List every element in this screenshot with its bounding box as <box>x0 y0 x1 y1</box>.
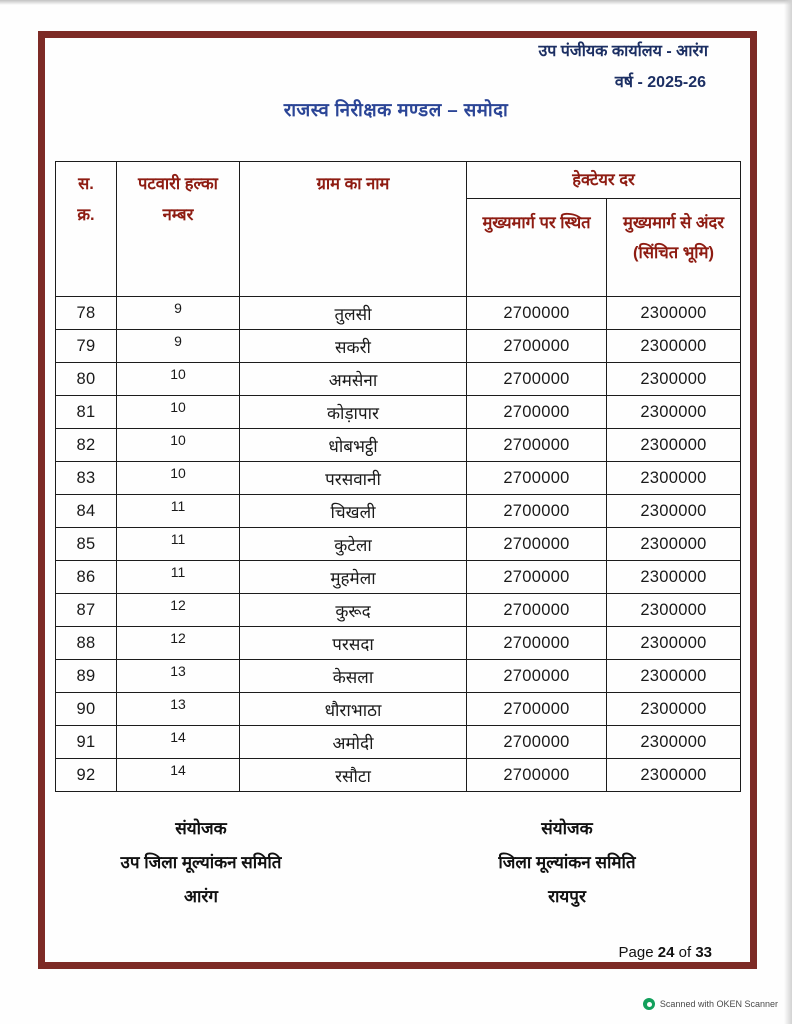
serial-cell: 84 <box>56 495 117 528</box>
village-name-cell: परसदा <box>240 627 467 660</box>
page-title: राजस्व निरीक्षक मण्डल – समोदा <box>283 99 509 120</box>
table-row <box>56 693 741 726</box>
table-row <box>56 594 741 627</box>
table-head <box>56 162 741 297</box>
rate-inside-cell: 2300000 <box>607 528 741 561</box>
signature-place-left: आरंग <box>184 887 218 906</box>
halka-number-cell: 14 <box>117 726 240 759</box>
halka-number-cell: 9 <box>117 297 240 330</box>
serial-cell: 92 <box>56 759 117 792</box>
rate-inside-cell: 2300000 <box>607 759 741 792</box>
scan-artifact-right-edge <box>784 0 792 1024</box>
village-name-cell: कोड़ापार <box>240 396 467 429</box>
halka-number-cell: 12 <box>117 594 240 627</box>
halka-number-cell: 11 <box>117 495 240 528</box>
column-header-halka-number <box>117 162 240 297</box>
halka-number-cell: 10 <box>117 396 240 429</box>
signature-place-right: रायपुर <box>548 887 586 906</box>
rate-on-highway-cell: 2700000 <box>467 396 607 429</box>
serial-cell: 90 <box>56 693 117 726</box>
serial-cell: 82 <box>56 429 117 462</box>
halka-number-cell: 13 <box>117 660 240 693</box>
table-row <box>56 495 741 528</box>
rate-on-highway-cell: 2700000 <box>467 297 607 330</box>
serial-cell: 88 <box>56 627 117 660</box>
hectare-rate-table <box>55 161 741 792</box>
rate-inside-cell: 2300000 <box>607 462 741 495</box>
signature-block-right <box>455 812 679 914</box>
serial-cell: 91 <box>56 726 117 759</box>
scan-artifact-top-edge <box>0 0 792 5</box>
table-row <box>56 363 741 396</box>
column-header-village-name: ग्राम का नाम <box>240 162 467 297</box>
column-header-inside-highway: मुख्यमार्ग से अंदर (सिंचित भूमि) <box>607 199 741 297</box>
village-name-cell: चिखली <box>240 495 467 528</box>
rate-inside-cell: 2300000 <box>607 561 741 594</box>
table-row <box>56 396 741 429</box>
column-header-hectare-rate: हेक्टेयर दर <box>467 162 741 199</box>
table-row <box>56 462 741 495</box>
rate-on-highway-cell: 2700000 <box>467 726 607 759</box>
signature-role-left: संयोजक <box>175 819 227 838</box>
rate-inside-cell: 2300000 <box>607 693 741 726</box>
page-prefix: Page <box>618 944 654 961</box>
page-current: 24 <box>657 944 675 961</box>
rate-on-highway-cell: 2700000 <box>467 693 607 726</box>
village-name-cell: धोबभट्ठी <box>240 429 467 462</box>
rate-table-body <box>56 297 741 792</box>
page-total: 33 <box>695 944 712 961</box>
table-row <box>56 297 741 330</box>
halka-number-cell: 13 <box>117 693 240 726</box>
village-name-cell: रसौटा <box>240 759 467 792</box>
rate-inside-cell: 2300000 <box>607 429 741 462</box>
page-of: of <box>678 944 692 961</box>
table-row <box>56 561 741 594</box>
serial-cell: 79 <box>56 330 117 363</box>
halka-number-cell: 12 <box>117 627 240 660</box>
office-name: उप पंजीयक कार्यालय - आरंग <box>538 43 708 60</box>
halka-number-cell: 10 <box>117 462 240 495</box>
serial-header-line2: क्र. <box>77 206 95 224</box>
signature-committee-right: जिला मूल्यांकन समिति <box>498 853 636 872</box>
village-name-cell: कुरूद <box>240 594 467 627</box>
table-row <box>56 528 741 561</box>
page-number <box>619 944 712 961</box>
serial-header-line1: स. <box>78 175 94 193</box>
rate-on-highway-cell: 2700000 <box>467 660 607 693</box>
village-name-cell: कुटेला <box>240 528 467 561</box>
village-name-cell: केसला <box>240 660 467 693</box>
signature-role-right: संयोजक <box>541 819 593 838</box>
serial-cell: 81 <box>56 396 117 429</box>
halka-number-cell: 10 <box>117 429 240 462</box>
village-name-cell: सकरी <box>240 330 467 363</box>
serial-cell: 83 <box>56 462 117 495</box>
halka-header-line1: पटवारी हल्का <box>138 175 218 193</box>
rate-inside-cell: 2300000 <box>607 495 741 528</box>
rate-inside-cell: 2300000 <box>607 726 741 759</box>
rate-inside-cell: 2300000 <box>607 396 741 429</box>
document-header <box>538 36 708 98</box>
oken-scanner-icon <box>643 998 655 1010</box>
halka-number-cell: 11 <box>117 528 240 561</box>
scanner-credit-text: Scanned with OKEN Scanner <box>659 999 778 1009</box>
halka-number-cell: 14 <box>117 759 240 792</box>
village-name-cell: तुलसी <box>240 297 467 330</box>
serial-cell: 89 <box>56 660 117 693</box>
rate-on-highway-cell: 2700000 <box>467 330 607 363</box>
village-name-cell: अमसेना <box>240 363 467 396</box>
year-label: वर्ष - 2025-26 <box>614 74 706 91</box>
column-header-serial <box>56 162 117 297</box>
signature-committee-left: उप जिला मूल्यांकन समिति <box>120 853 282 872</box>
rate-inside-cell: 2300000 <box>607 627 741 660</box>
table-row <box>56 429 741 462</box>
halka-number-cell: 10 <box>117 363 240 396</box>
table-row <box>56 627 741 660</box>
rate-on-highway-cell: 2700000 <box>467 429 607 462</box>
halka-number-cell: 11 <box>117 561 240 594</box>
serial-cell: 78 <box>56 297 117 330</box>
rate-on-highway-cell: 2700000 <box>467 759 607 792</box>
scanner-credit <box>643 998 778 1010</box>
serial-cell: 80 <box>56 363 117 396</box>
table-row <box>56 726 741 759</box>
table-row <box>56 330 741 363</box>
village-name-cell: अमोदी <box>240 726 467 759</box>
rate-on-highway-cell: 2700000 <box>467 561 607 594</box>
rate-on-highway-cell: 2700000 <box>467 528 607 561</box>
village-name-cell: मुहमेला <box>240 561 467 594</box>
rate-inside-cell: 2300000 <box>607 594 741 627</box>
rate-on-highway-cell: 2700000 <box>467 627 607 660</box>
rate-inside-cell: 2300000 <box>607 363 741 396</box>
village-name-cell: धौराभाठा <box>240 693 467 726</box>
rate-inside-cell: 2300000 <box>607 330 741 363</box>
rate-inside-cell: 2300000 <box>607 660 741 693</box>
rate-on-highway-cell: 2700000 <box>467 363 607 396</box>
column-header-on-highway: मुख्यमार्ग पर स्थित <box>467 199 607 297</box>
village-name-cell: परसवानी <box>240 462 467 495</box>
rate-on-highway-cell: 2700000 <box>467 594 607 627</box>
table-row <box>56 759 741 792</box>
rate-on-highway-cell: 2700000 <box>467 462 607 495</box>
table-row <box>56 660 741 693</box>
serial-cell: 85 <box>56 528 117 561</box>
serial-cell: 87 <box>56 594 117 627</box>
halka-number-cell: 9 <box>117 330 240 363</box>
signature-block-left <box>88 812 314 914</box>
rate-on-highway-cell: 2700000 <box>467 495 607 528</box>
halka-header-line2: नम्बर <box>162 206 194 224</box>
rate-inside-cell: 2300000 <box>607 297 741 330</box>
serial-cell: 86 <box>56 561 117 594</box>
